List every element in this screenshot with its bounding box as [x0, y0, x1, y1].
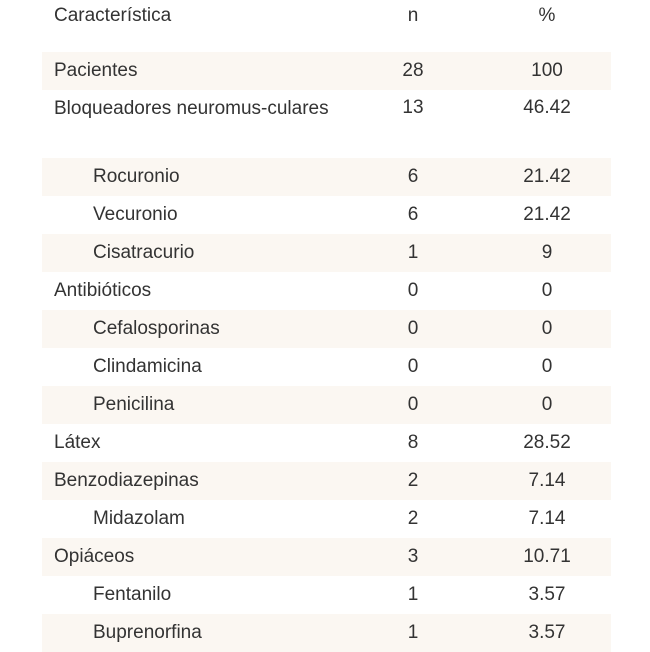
table-row: [42, 538, 611, 576]
row-percent: 3.57: [528, 584, 566, 605]
row-label: Antibióticos: [54, 280, 152, 301]
row-percent: 7.14: [528, 508, 566, 529]
row-label: Cefalosporinas: [93, 318, 220, 339]
row-percent: 0: [541, 356, 553, 377]
row-label: Cisatracurio: [93, 242, 195, 263]
row-percent: 46.42: [523, 97, 571, 118]
row-n: 13: [402, 97, 424, 118]
row-percent: 3.57: [528, 622, 566, 643]
row-label: Rocuronio: [93, 166, 180, 187]
row-n: 0: [407, 318, 419, 339]
row-percent: 10.71: [523, 546, 571, 567]
table-header-row: [42, 0, 611, 52]
row-percent: 0: [541, 318, 553, 339]
table-row: [42, 158, 611, 196]
row-n: 0: [407, 394, 419, 415]
row-n: 2: [407, 470, 419, 491]
header-percent: %: [538, 5, 556, 26]
row-label: Penicilina: [93, 394, 175, 415]
table-row: [42, 462, 611, 500]
table-row: [42, 348, 611, 386]
row-n: 2: [407, 508, 419, 529]
row-percent: 9: [541, 242, 553, 263]
row-label: Vecuronio: [93, 204, 178, 225]
table-row: [42, 52, 611, 90]
row-label: Benzodiazepinas: [54, 470, 199, 491]
table-row: [42, 196, 611, 234]
row-percent: 21.42: [523, 166, 571, 187]
row-n: 1: [407, 584, 419, 605]
row-label: Buprenorfina: [93, 622, 202, 643]
row-n: 8: [407, 432, 419, 453]
row-percent: 0: [541, 394, 553, 415]
table-row: [42, 234, 611, 272]
row-n: 0: [407, 280, 419, 301]
row-label: Bloqueadores neuromus-culares: [54, 98, 329, 119]
row-n: 1: [407, 242, 419, 263]
row-label: Pacientes: [54, 60, 138, 81]
table-row: [42, 310, 611, 348]
row-n: 6: [407, 204, 419, 225]
row-percent: 7.14: [528, 470, 566, 491]
header-caracteristica: Característica: [54, 5, 172, 26]
table-row: [42, 386, 611, 424]
row-n: 1: [407, 622, 419, 643]
row-label: Clindamicina: [93, 356, 202, 377]
row-percent: 100: [531, 60, 563, 81]
table-row: [42, 614, 611, 652]
header-n: n: [407, 5, 419, 26]
table-row: [42, 272, 611, 310]
row-n: 3: [407, 546, 419, 567]
row-label: Fentanilo: [93, 584, 172, 605]
data-table: [42, 0, 611, 652]
row-label: Opiáceos: [54, 546, 135, 567]
row-n: 6: [407, 166, 419, 187]
row-label: Látex: [54, 432, 101, 453]
row-percent: 21.42: [523, 204, 571, 225]
row-label: Midazolam: [93, 508, 185, 529]
table-row: [42, 90, 611, 158]
row-percent: 28.52: [523, 432, 571, 453]
table-row: [42, 500, 611, 538]
table-row: [42, 576, 611, 614]
table-row: [42, 424, 611, 462]
row-percent: 0: [541, 280, 553, 301]
row-n: 0: [407, 356, 419, 377]
row-n: 28: [402, 60, 424, 81]
